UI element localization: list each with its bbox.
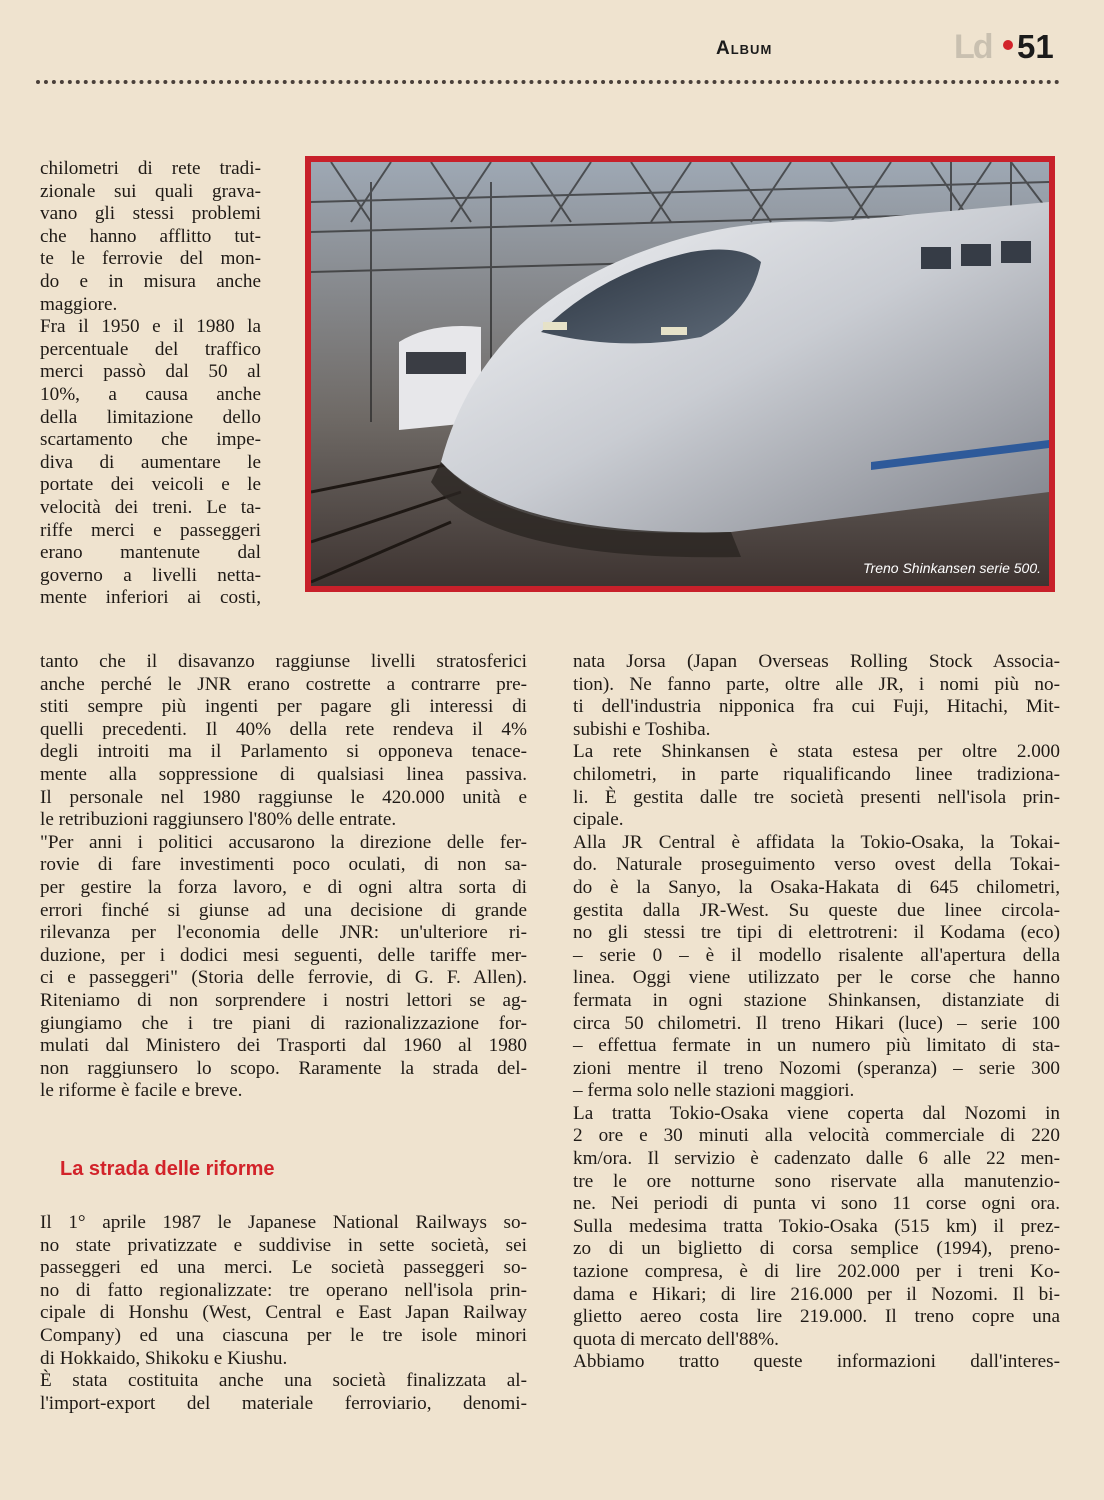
text-line: dama e Hikari; di lire 216.000 per il Nozomi. Il bi- — [573, 1283, 1060, 1305]
text-line: passeggeri ed una merci. Le società passeggeri so- — [40, 1257, 527, 1279]
text-line: te le ferrovie del mon- — [40, 248, 261, 270]
text-line: "Per anni i politici accusarono la direzione delle fer- — [40, 831, 527, 853]
text-line: mente inferiori ai costi, — [40, 587, 261, 609]
text-line: giungiamo che i tre piani di razionalizzazione for- — [40, 1012, 527, 1034]
text-line: zo di un biglietto di corsa semplice (1994), preno- — [573, 1238, 1060, 1260]
text-line: riffe merci e passeggeri — [40, 519, 261, 541]
narrow-text-column — [40, 158, 261, 610]
text-line: Fra il 1950 e il 1980 la — [40, 316, 261, 338]
right-text-column — [573, 651, 1060, 1374]
text-line: Abbiamo tratto queste informazioni dall'interes- — [573, 1351, 1060, 1373]
text-line: gestita dalla JR-West. Su queste due linee circola- — [573, 899, 1060, 921]
text-line: governo a livelli netta- — [40, 564, 261, 586]
text-line: Riteniamo di non sorprendere i nostri lettori se ag- — [40, 989, 527, 1011]
text-line: rilevanza per l'economia delle JNR: un'ulteriore ri- — [40, 922, 527, 944]
text-line: ci e passeggeri" (Storia delle ferrovie, di G. F. Allen). — [40, 967, 527, 989]
text-line: glietto aereo costa lire 219.000. Il treno copre una — [573, 1306, 1060, 1328]
shinkansen-illustration — [311, 162, 1049, 586]
text-line: Company) ed una ciascuna per le tre isole minori — [40, 1324, 527, 1346]
text-line: ti dell'industria nipponica fra cui Fuji, Hitachi, Mit- — [573, 696, 1060, 718]
text-line: – serie 0 – è il modello risalente all'apertura della — [573, 944, 1060, 966]
text-line: La tratta Tokio-Osaka viene coperta dal Nozomi in — [573, 1102, 1060, 1124]
text-line: fermata in ogni stazione Shinkansen, distanziate di — [573, 989, 1060, 1011]
text-line: velocità dei treni. Le ta- — [40, 496, 261, 518]
text-line: La rete Shinkansen è stata estesa per oltre 2.000 — [573, 741, 1060, 763]
text-line: chilometri, in parte riqualificando linee tradiziona- — [573, 763, 1060, 785]
text-line: 10%, a causa anche — [40, 383, 261, 405]
text-line: diva di aumentare le — [40, 451, 261, 473]
text-line: 2 ore e 30 minuti alla velocità commerciale di 220 — [573, 1125, 1060, 1147]
text-line: che hanno afflitto tut- — [40, 225, 261, 247]
text-line: km/ora. Il servizio è cadenzato dalle 6 alle 22 men- — [573, 1148, 1060, 1170]
text-line: no gli stessi tre tipi di elettrotreni: il Kodama (eco) — [573, 922, 1060, 944]
text-line: tion). Ne fanno parte, oltre alle JR, i nomi più no- — [573, 673, 1060, 695]
text-line: percentuale del traffico — [40, 338, 261, 360]
left-text-column — [40, 651, 527, 1103]
text-line: Il 1° aprile 1987 le Japanese National Railways so- — [40, 1212, 527, 1233]
text-line: zioni mentre il treno Nozomi (speranza) – serie 300 — [573, 1057, 1060, 1079]
section-title: Album — [716, 38, 773, 59]
text-line: Alla JR Central è affidata la Tokio-Osaka, la Tokai- — [573, 831, 1060, 853]
text-line: subishi e Toshiba. — [573, 718, 711, 740]
text-line: circa 50 chilometri. Il treno Hikari (luce) – serie 100 — [573, 1012, 1060, 1034]
text-line: non raggiunsero lo scopo. Raramente la strada del- — [40, 1057, 527, 1079]
text-line: – ferma solo nelle stazioni maggiori. — [573, 1080, 855, 1102]
text-line: È stata costituita anche una società finalizzata al- — [40, 1370, 527, 1392]
left-text-column-2 — [40, 1212, 527, 1415]
text-line: errori finché si giunse ad una decisione di grande — [40, 899, 527, 921]
text-line: erano mantenute dal — [40, 542, 261, 564]
text-line: degli introiti ma il Parlamento si opponeva tenace- — [40, 741, 527, 763]
text-line: ne. Nei periodi di punta vi sono 11 corse ogni ora. — [573, 1193, 1060, 1215]
header-divider — [36, 80, 1060, 84]
page-number: 51 — [1017, 28, 1054, 65]
text-line: le retribuzioni raggiunsero l'80% delle entrate. — [40, 809, 397, 831]
text-line: di Hokkaido, Shikoku e Kiushu. — [40, 1347, 288, 1369]
text-line: do. Naturale proseguimento verso ovest della Tokai- — [573, 854, 1060, 876]
magazine-logo: Ld — [954, 28, 992, 66]
text-line: linea. Oggi viene utilizzato per le corse che hanno — [573, 967, 1060, 989]
text-line: zionale sui quali grava- — [40, 180, 261, 202]
text-line: per gestire la forza lavoro, e di ogni altra sorta di — [40, 876, 527, 898]
text-line: l'import-export del materiale ferroviario, denomi- — [40, 1392, 527, 1414]
text-line: no di fatto regionalizzate: tre operano nell'isola prin- — [40, 1279, 527, 1301]
text-line: do è la Sanyo, la Osaka-Hakata di 645 chilometri, — [573, 876, 1060, 898]
text-line: Il personale nel 1980 raggiunse le 420.000 unità e — [40, 786, 527, 808]
text-line: rovie di fare investimenti poco oculati, di non sa- — [40, 854, 527, 876]
text-line: tazione compresa, è di lire 202.000 per i treni Ko- — [573, 1261, 1060, 1283]
section-subheading: La strada delle riforme — [60, 1158, 275, 1180]
text-line: portate dei veicoli e le — [40, 474, 261, 496]
train-photo — [305, 156, 1055, 592]
text-line: tre le ore notturne sono riservate alla manutenzio- — [573, 1170, 1060, 1192]
text-line: quota di mercato dell'88%. — [573, 1328, 779, 1350]
text-line: stiti sempre più ingenti per pagare gli interessi di — [40, 696, 527, 718]
text-line: tanto che il disavanzo raggiunse livelli stratosferici — [40, 651, 527, 672]
text-line: mulati dal Ministero dei Trasporti dal 1960 al 1980 — [40, 1035, 527, 1057]
text-line: chilometri di rete tradi- — [40, 158, 261, 179]
text-line: duzione, per i dodici mesi seguenti, delle tariffe mer- — [40, 944, 527, 966]
text-line: Sulla medesima tratta Tokio-Osaka (515 km) il prez- — [573, 1215, 1060, 1237]
text-line: li. È gestita dalle tre società presenti nell'isola prin- — [573, 786, 1060, 808]
text-line: quelli precedenti. Il 40% della rete rendeva il 4% — [40, 718, 527, 740]
text-line: cipale. — [573, 809, 624, 831]
text-line: scartamento che impe- — [40, 429, 261, 451]
text-line: cipale di Honshu (West, Central e East Japan Railway — [40, 1302, 527, 1324]
text-line: della limitazione dello — [40, 406, 261, 428]
text-line: maggiore. — [40, 293, 118, 315]
text-line: vano gli stessi problemi — [40, 203, 261, 225]
photo-caption: Treno Shinkansen serie 500. — [863, 560, 1041, 576]
text-line: le riforme è facile e breve. — [40, 1080, 243, 1102]
text-line: mente alla soppressione di qualsiasi linea passiva. — [40, 763, 527, 785]
text-line: nata Jorsa (Japan Overseas Rolling Stock Associa- — [573, 651, 1060, 672]
text-line: anche perché le JNR erano costrette a contrarre pre- — [40, 673, 527, 695]
text-line: – effettua fermate in un numero più limitato di sta- — [573, 1035, 1060, 1057]
bullet-icon — [1003, 40, 1013, 50]
text-line: merci passò dal 50 al — [40, 361, 261, 383]
text-line: no state privatizzate e suddivise in sette società, sei — [40, 1234, 527, 1256]
text-line: do e in misura anche — [40, 270, 261, 292]
